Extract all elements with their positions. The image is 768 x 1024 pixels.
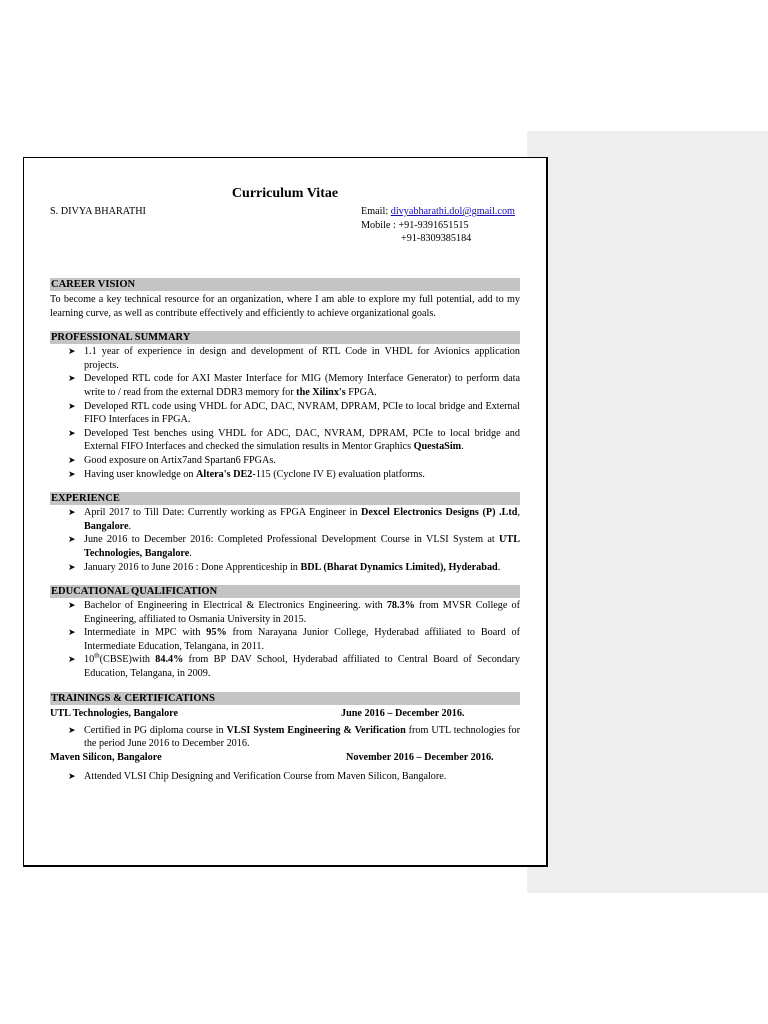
mobile-line-2: +91-8309385184 — [401, 233, 472, 245]
section-heading: CAREER VISION — [50, 278, 520, 291]
list-item — [50, 599, 520, 626]
header-row — [50, 204, 520, 246]
career-vision-text: To become a key technical resource for an organization, where I am able to explore my full potential, add to my learning curve, as well as contribute effectively and efficiently to achieve organizational goals. — [50, 294, 520, 319]
list-item — [50, 770, 520, 784]
item-text: Attended VLSI Chip Designing and Verification Course from Maven Silicon, Bangalore. — [84, 770, 447, 782]
document-title: Curriculum Vitae — [231, 186, 339, 201]
trainings-section — [50, 692, 520, 784]
career-vision-section — [50, 278, 520, 320]
section-heading: EDUCATIONAL QUALIFICATION — [50, 585, 520, 598]
item-text: Good exposure on Artix7and Spartan6 FPGAs. — [84, 454, 276, 466]
training-list — [50, 724, 520, 751]
list-item — [50, 724, 520, 751]
training-dates: November 2016 – December 2016. — [346, 751, 494, 763]
list-item — [50, 345, 520, 372]
section-heading: EXPERIENCE — [50, 492, 520, 505]
list-item — [50, 400, 520, 427]
training-dates: June 2016 – December 2016. — [341, 707, 465, 719]
item-bold: 95% — [206, 627, 227, 639]
section-heading: PROFESSIONAL SUMMARY — [50, 331, 520, 344]
list-item — [50, 506, 520, 533]
item-text: from UTL technologies for the period June 2016 to December 2016. — [84, 724, 520, 750]
training-list — [50, 770, 520, 784]
item-text: Bachelor of Engineering in Electrical & Electronics Engineering. with — [84, 600, 387, 612]
item-text: Developed RTL code for AXI Master Interface for MIG (Memory Interface Generator) to perform data write to / read from the external DDR3 memory for — [84, 373, 520, 398]
item-text: Certified in PG diploma course in — [84, 724, 227, 736]
experience-section — [50, 492, 520, 574]
item-text: . — [189, 547, 192, 559]
arrow-bullet-icon: ➤ — [68, 507, 76, 518]
item-text: -115 (Cyclone IV E) evaluation platforms. — [252, 468, 425, 480]
comment-pane — [527, 131, 768, 893]
item-text: . — [128, 520, 132, 532]
item-text: January 2016 to June 2016 : Done Apprenticeship in — [84, 561, 301, 573]
item-text: Intermediate in MPC with — [84, 627, 207, 639]
item-text: Developed RTL code using VHDL for ADC, DAC, NVRAM, DPRAM, PCIe to local bridge and External FIFO Interfaces in FPGA. — [84, 400, 520, 426]
professional-summary-section — [50, 331, 520, 481]
item-text: 1.1 year of experience in design and development of RTL Code in VHDL for Avionics application projects. — [84, 346, 520, 371]
item-bold: Bangalore — [84, 520, 129, 532]
item-text: (CBSE)with — [99, 654, 156, 666]
list-item — [50, 454, 520, 468]
section-heading: TRAININGS & CERTIFICATIONS — [50, 692, 520, 705]
arrow-bullet-icon: ➤ — [68, 534, 76, 545]
list-item — [50, 626, 520, 653]
item-text: . — [461, 441, 464, 453]
arrow-bullet-icon: ➤ — [68, 600, 76, 611]
list-item — [50, 561, 520, 575]
cv-content — [50, 186, 520, 783]
training-org: UTL Technologies, Bangalore — [50, 707, 179, 719]
arrow-bullet-icon: ➤ — [68, 561, 76, 572]
education-section — [50, 585, 520, 681]
arrow-bullet-icon: ➤ — [68, 454, 76, 465]
item-bold: the Xilinx's — [296, 386, 346, 398]
item-text: Developed Test benches using VHDL for ADC, DAC, NVRAM, DPRAM, PCIe to local bridge and External FIFO Interfaces and checked the simulation results in Mentor Graphics — [84, 427, 520, 453]
arrow-bullet-icon: ➤ — [68, 770, 76, 781]
list-item — [50, 372, 520, 399]
item-text: from Narayana Junior College, Hyderabad affiliated to Board of Intermediate Education, Telangana, in 2011. — [84, 627, 521, 652]
item-text: April 2017 to Till Date: Currently working as FPGA Engineer in — [84, 507, 362, 519]
item-text: from MVSR College of Engineering, affiliated to Osmania University in 2015. — [84, 600, 520, 625]
arrow-bullet-icon: ➤ — [68, 373, 76, 384]
mobile-line: Mobile : +91-9391651515 — [361, 219, 469, 231]
item-bold: UTL Technologies, Bangalore — [84, 534, 520, 559]
item-bold: VLSI System Engineering & Verification — [226, 724, 406, 736]
item-bold: QuestaSim — [413, 441, 462, 453]
training-entry-header — [50, 751, 520, 765]
arrow-bullet-icon: ➤ — [68, 427, 76, 438]
arrow-bullet-icon: ➤ — [68, 627, 76, 638]
email-link[interactable]: divyabharathi.dol@gmail.com — [390, 206, 515, 217]
arrow-bullet-icon: ➤ — [68, 400, 76, 411]
arrow-bullet-icon: ➤ — [68, 346, 76, 357]
item-bold: BDL (Bharat Dynamics Limited), Hyderabad — [300, 561, 498, 573]
item-bold: Dexcel Electronics Designs (P) .Ltd — [361, 507, 518, 519]
item-text: , — [517, 507, 520, 519]
list-item — [50, 533, 520, 560]
superscript: th — [94, 652, 100, 661]
experience-list — [50, 506, 520, 574]
list-item — [50, 653, 520, 680]
education-list — [50, 599, 520, 681]
email-label: Email: — [361, 206, 391, 217]
list-item — [50, 427, 520, 454]
item-bold: 78.3% — [386, 600, 415, 612]
email-line — [361, 205, 515, 219]
item-text: 10 — [84, 654, 95, 666]
arrow-bullet-icon: ➤ — [68, 654, 76, 665]
arrow-bullet-icon: ➤ — [68, 724, 76, 735]
item-text: from BP DAV School, Hyderabad affiliated to Central Board of Secondary Education, Telangana, in 2009. — [84, 654, 520, 680]
item-text: Having user knowledge on — [84, 468, 197, 480]
contact-block — [361, 205, 515, 246]
list-item — [50, 468, 520, 482]
summary-list — [50, 345, 520, 481]
item-text: June 2016 to December 2016: Completed Professional Development Course in VLSI System at — [84, 534, 500, 546]
item-text: FPGA. — [345, 386, 377, 398]
item-bold: Altera's DE2 — [196, 468, 253, 480]
training-org: Maven Silicon, Bangalore — [50, 751, 162, 763]
candidate-name: S. DIVYA BHARATHI — [50, 206, 146, 217]
item-text: . — [497, 561, 501, 573]
arrow-bullet-icon: ➤ — [68, 468, 76, 479]
item-bold: 84.4% — [155, 654, 184, 666]
training-entry-header — [50, 707, 520, 721]
